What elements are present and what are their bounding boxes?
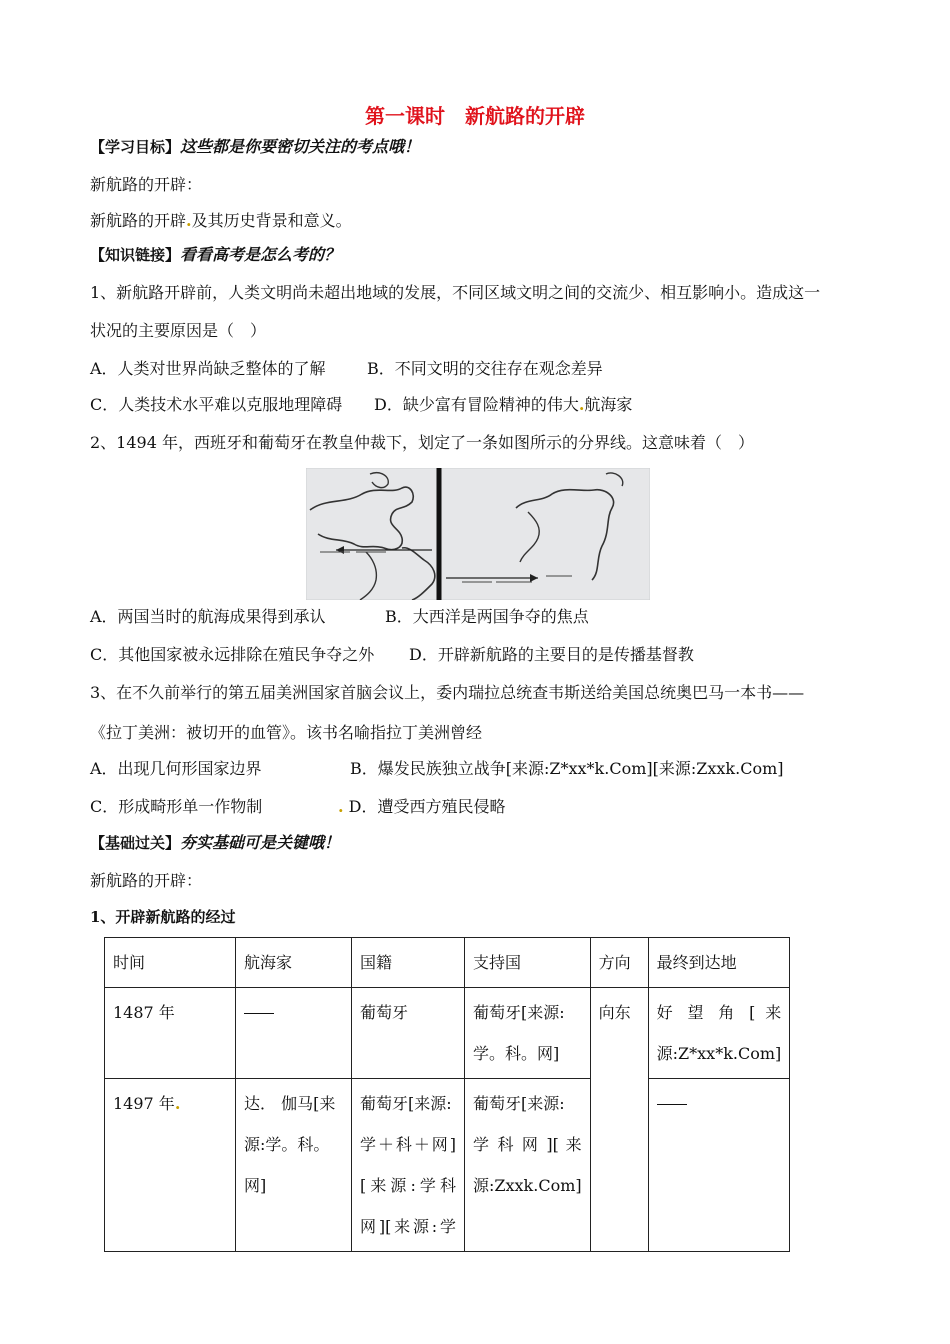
stray-dot: . <box>174 1094 181 1113</box>
cell-nationality-line: [来源:学科 <box>360 1176 456 1195</box>
q3-option-b: B．爆发民族独立战争[来源:Z*xx*k.Com][来源:Zxxk.Com] <box>350 759 784 778</box>
table-row <box>105 1079 790 1252</box>
q1-option-d <box>374 394 632 416</box>
cell-destination <box>648 988 790 1079</box>
cell-destination-line: 好 望 角 [ 来 <box>656 1003 782 1022</box>
q3-option-d <box>338 796 506 818</box>
cell-time-text: 1497 年 <box>113 1094 175 1113</box>
q2-option-d: D．开辟新航路的主要目的是传播基督教 <box>409 645 694 664</box>
cell-destination-line: 源:Z*xx*k.Com] <box>656 1044 782 1063</box>
cell-support-line: 学。科。网] <box>473 1044 560 1063</box>
q1-option-d-part1: D．缺少富有冒险精神的伟大 <box>374 395 579 414</box>
cell-nationality-line: 网][来源:学 <box>360 1217 456 1236</box>
cell-time <box>105 1079 236 1252</box>
header-cell: 国籍 <box>352 938 465 988</box>
goals-line-2b: 及其历史背景和意义。 <box>191 211 352 230</box>
q2-option-b: B．大西洋是两国争夺的焦点 <box>385 607 589 626</box>
basic-heading <box>90 832 340 854</box>
cell-nationality: 葡萄牙 <box>352 988 465 1079</box>
cell-support <box>465 1079 591 1252</box>
cell-support <box>465 988 591 1079</box>
cell-navigator-line: 达． 伽马[来 <box>244 1094 336 1113</box>
table-header-row <box>105 938 790 988</box>
q1-option-d-part2: 航海家 <box>584 395 633 414</box>
q1-option-b: B．不同文明的交往存在观念差异 <box>367 359 603 378</box>
cell-nationality-line: 学＋科＋网] <box>360 1135 456 1154</box>
goals-hint: 这些都是你要密切关注的考点哦！ <box>180 137 421 156</box>
q3-option-a: A．出现几何形国家边界 <box>90 759 262 778</box>
link-heading <box>90 244 340 266</box>
voyages-table <box>104 937 790 1252</box>
cell-time: 1487 年 <box>105 988 236 1079</box>
goals-line-2 <box>90 210 352 232</box>
fill-blank <box>657 1086 687 1105</box>
q3-option-c: C．形成畸形单一作物制 <box>90 797 263 816</box>
cell-direction: 向东 <box>590 988 648 1252</box>
cell-navigator <box>236 1079 352 1252</box>
q3-stem-2: 《拉丁美洲：被切开的血管》。该书名喻指拉丁美洲曾经 <box>90 723 483 742</box>
basic-subheading: 1、开辟新航路的经过 <box>90 908 236 926</box>
basic-line-1: 新航路的开辟： <box>90 871 203 890</box>
header-cell: 支持国 <box>465 938 591 988</box>
header-cell: 方向 <box>590 938 648 988</box>
goals-heading <box>90 136 420 158</box>
q3-stem-1: 3、在不久前举行的第五届美洲国家首脑会议上，委内瑞拉总统查韦斯送给美国总统奥巴马一本书—— <box>90 683 805 702</box>
goals-line-2a: 新航路的开辟 <box>90 211 187 230</box>
q1-option-a: A．人类对世界尚缺乏整体的了解 <box>90 359 326 378</box>
cell-navigator-line: 源:学。科。 <box>244 1135 330 1154</box>
cell-nationality-line: 葡萄牙[来源: <box>360 1094 452 1113</box>
map-image <box>306 468 650 600</box>
stray-dot: . <box>578 395 585 414</box>
q1-stem-1: 1、新航路开辟前，人类文明尚未超出地域的发展，不同区域文明之间的交流少、相互影响小。造成这一 <box>90 283 821 302</box>
link-hint: 看看高考是怎么考的？ <box>180 245 341 264</box>
page-title: 第一课时 新航路的开辟 <box>365 104 585 128</box>
q1-stem-2: 状况的主要原因是（ ） <box>90 321 267 340</box>
header-cell: 时间 <box>105 938 236 988</box>
q2-option-a: A．两国当时的航海成果得到承认 <box>90 607 326 626</box>
stray-dot: . <box>186 211 192 230</box>
cell-support-line: 源:Zxxk.Com] <box>473 1176 582 1195</box>
cell-navigator-line: 网] <box>244 1176 267 1195</box>
cell-navigator-blank <box>236 988 352 1079</box>
cell-nationality <box>352 1079 465 1252</box>
link-head: 【知识链接】 <box>90 246 181 264</box>
header-cell: 最终到达地 <box>648 938 790 988</box>
q2-option-c: C．其他国家被永远排除在殖民争夺之外 <box>90 645 375 664</box>
q1-option-c: C．人类技术水平难以克服地理障碍 <box>90 395 343 414</box>
cell-support-line: 葡萄牙[来源: <box>473 1003 565 1022</box>
cell-destination-blank <box>648 1079 790 1252</box>
fill-blank <box>244 995 274 1014</box>
header-cell: 航海家 <box>236 938 352 988</box>
cell-support-line: 学 科 网 ][ 来 <box>473 1135 582 1154</box>
basic-head: 【基础过关】 <box>90 834 181 852</box>
goals-head: 【学习目标】 <box>90 138 181 156</box>
goals-line-1: 新航路的开辟： <box>90 175 203 194</box>
q2-stem: 2、1494 年，西班牙和葡萄牙在教皇仲裁下，划定了一条如图所示的分界线。这意味着（ ） <box>90 433 754 452</box>
q3-option-d-text: D．遭受西方殖民侵略 <box>348 797 506 816</box>
stray-dot: . <box>338 797 344 816</box>
table-row <box>105 988 790 1079</box>
cell-support-line: 葡萄牙[来源: <box>473 1094 565 1113</box>
basic-hint: 夯实基础可是关键哦！ <box>180 833 341 852</box>
